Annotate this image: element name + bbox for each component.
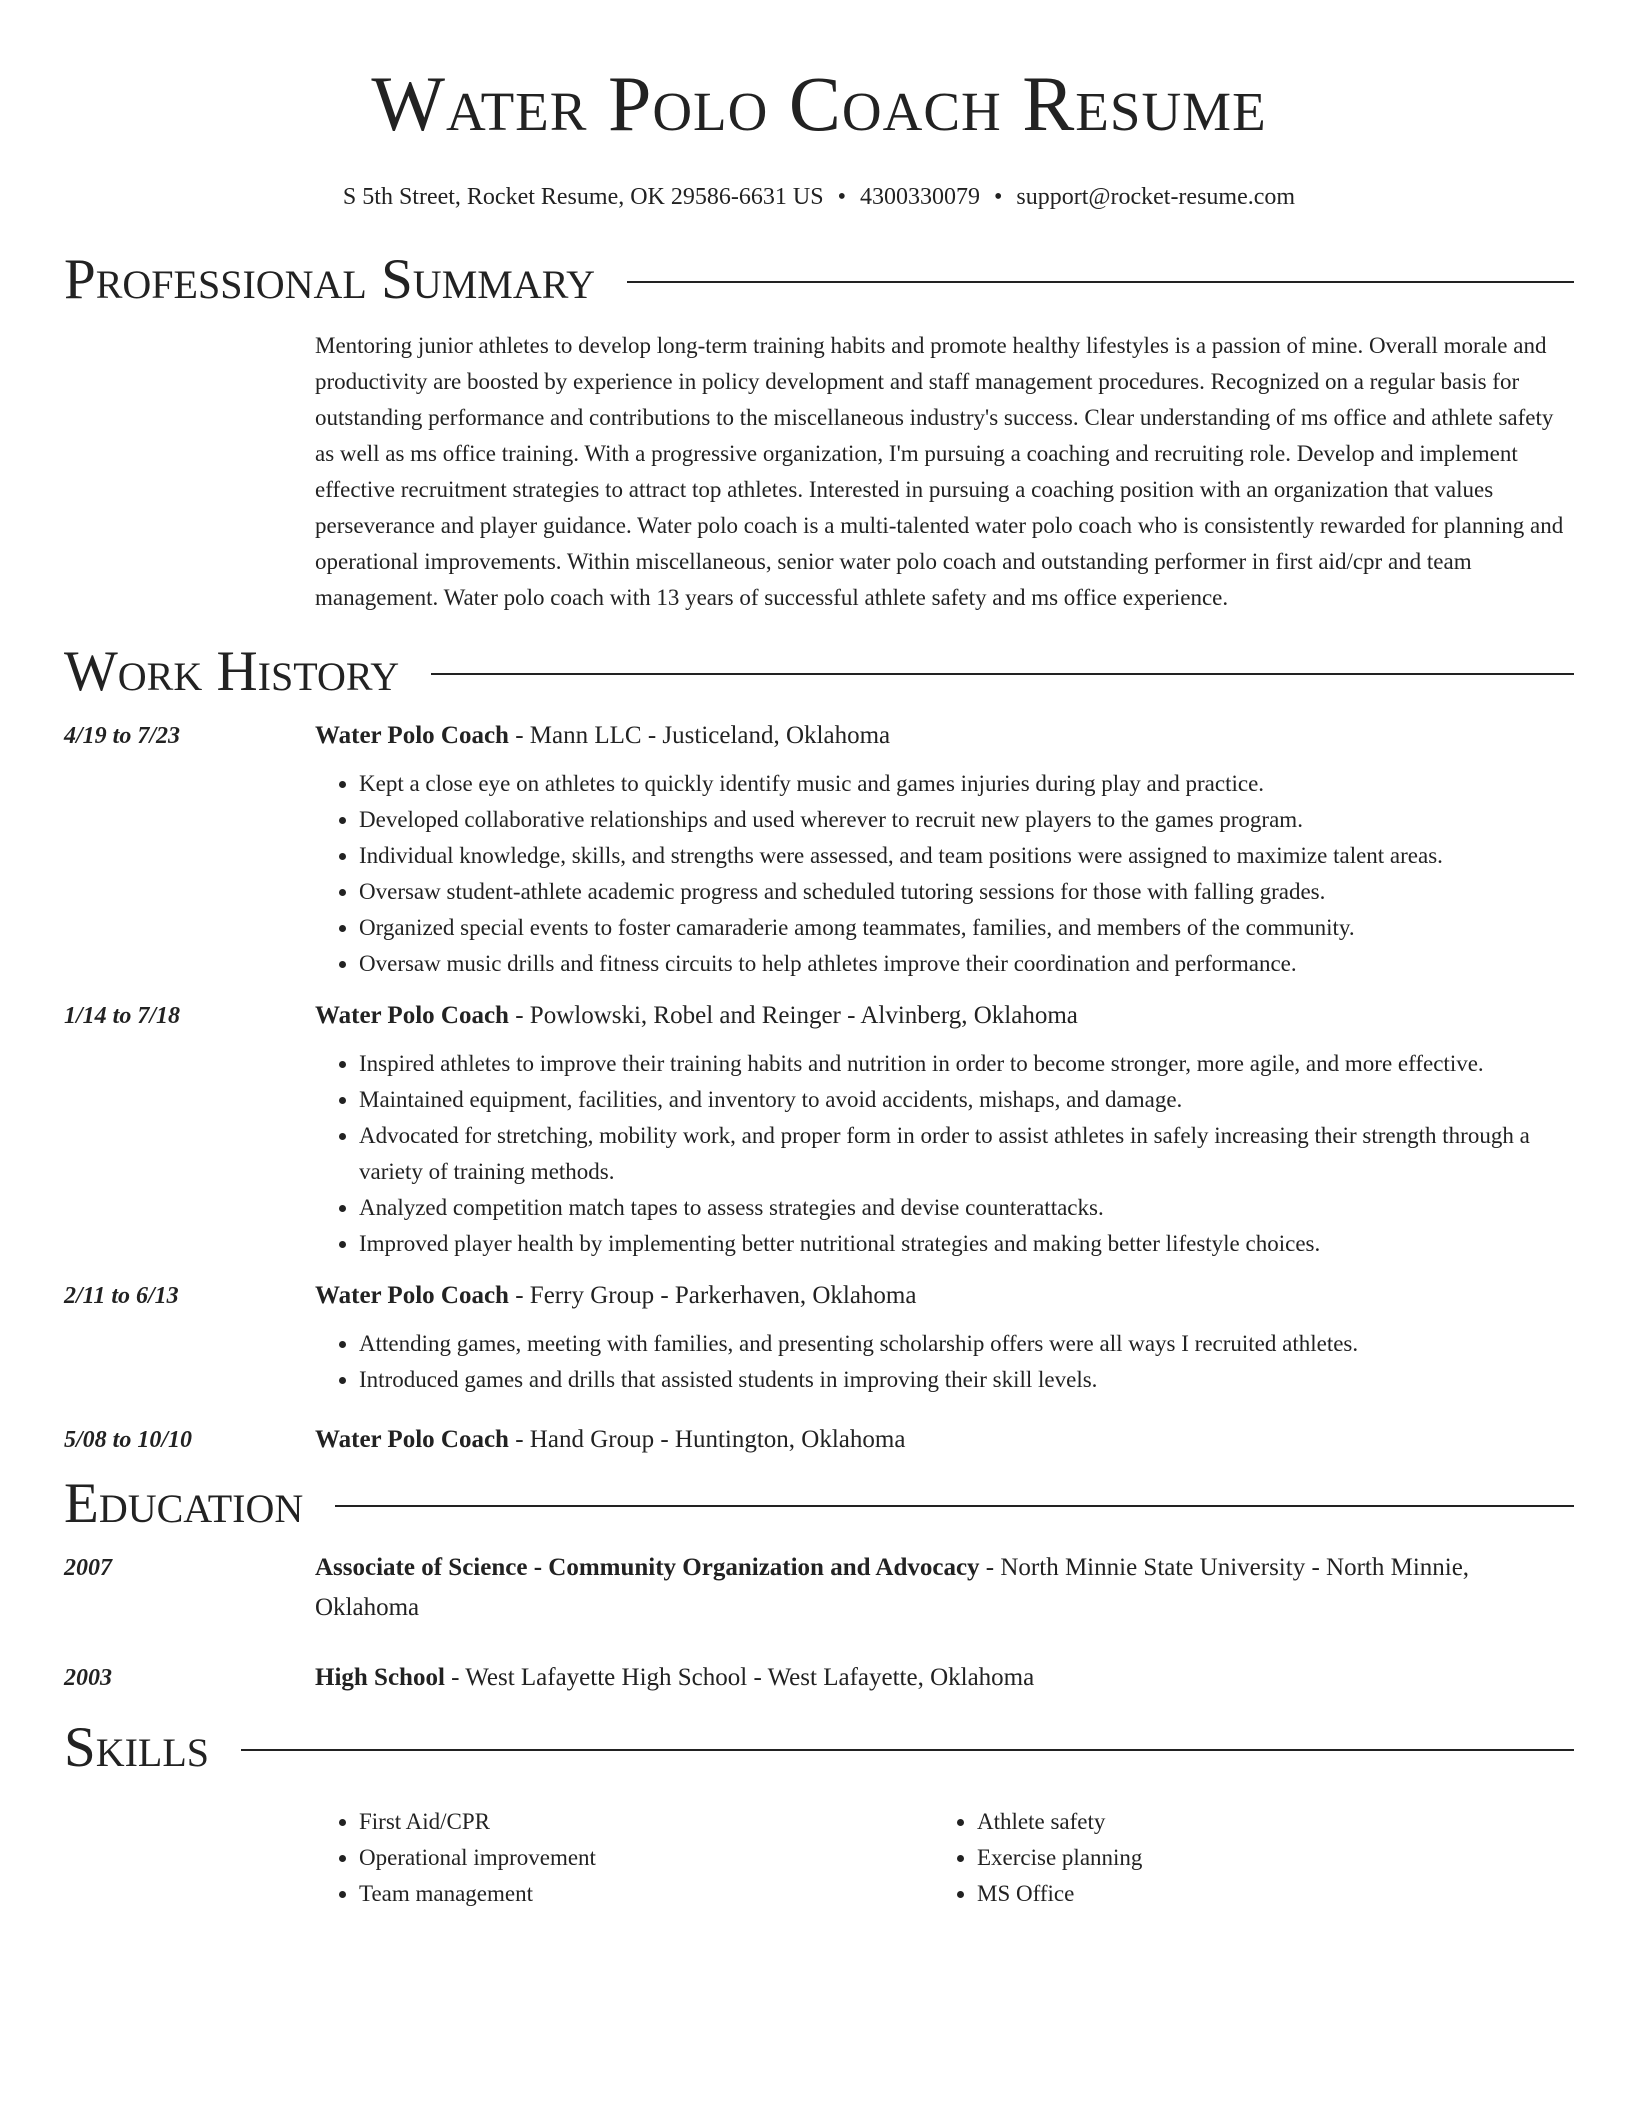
work-bullet: • Improved player health by implementing better nutritional strategies and making better lifestyle choices. xyxy=(359,1226,1574,1262)
job-title: Water Polo Coach xyxy=(315,1426,509,1453)
education-heading xyxy=(315,1548,1574,1628)
skill-item: • Team management xyxy=(359,1876,933,1912)
job-employer: - Powlowski, Robel and Reinger - Alvinberg, Oklahoma xyxy=(508,1002,1078,1029)
job-employer: - Hand Group - Huntington, Oklahoma xyxy=(508,1426,906,1453)
contact-separator: • xyxy=(993,184,1003,210)
section-title-work: Work History xyxy=(64,640,400,703)
work-bullet: • Analyzed competition match tapes to assess strategies and devise counterattacks. xyxy=(359,1190,1574,1226)
work-heading xyxy=(315,996,1574,1036)
work-entry xyxy=(64,996,1574,1262)
section-divider xyxy=(241,1749,1574,1751)
section-title-skills: Skills xyxy=(64,1716,210,1779)
work-bullet: • Introduced games and drills that assisted students in improving their skill levels. xyxy=(359,1362,1574,1398)
work-heading xyxy=(315,1420,1574,1460)
education-year: 2007 xyxy=(64,1555,112,1581)
work-bullet: • Developed collaborative relationships and used wherever to recruit new players to the games program. xyxy=(359,802,1574,838)
resume-page xyxy=(64,0,1574,1912)
section-title-education: Education xyxy=(64,1472,304,1535)
work-bullet: • Maintained equipment, facilities, and inventory to avoid accidents, mishaps, and damage. xyxy=(359,1082,1574,1118)
skill-item: • Operational improvement xyxy=(359,1840,933,1876)
work-bullets xyxy=(315,1046,1574,1262)
work-entry xyxy=(64,1276,1574,1398)
education-school: - West Lafayette High School - West Lafayette, Oklahoma xyxy=(444,1664,1035,1691)
contact-line xyxy=(64,182,1574,212)
section-divider xyxy=(335,1505,1574,1507)
skills-grid xyxy=(315,1804,1574,1912)
skill-item: • Exercise planning xyxy=(977,1840,1551,1876)
education-school: - North Minnie State University - North Minnie, Oklahoma xyxy=(315,1554,1470,1621)
section-header-work xyxy=(64,642,1574,702)
work-bullet: • Oversaw student-athlete academic progress and scheduled tutoring sessions for those with falling grades. xyxy=(359,874,1574,910)
education-entry xyxy=(64,1658,1574,1698)
work-heading xyxy=(315,716,1574,756)
education-degree: Associate of Science - Community Organization and Advocacy xyxy=(315,1554,980,1581)
work-bullet: • Inspired athletes to improve their training habits and nutrition in order to become stronger, more agile, and more effective. xyxy=(359,1046,1574,1082)
education-heading xyxy=(315,1658,1574,1698)
work-bullet: • Oversaw music drills and fitness circuits to help athletes improve their coordination and performance. xyxy=(359,946,1574,982)
contact-separator: • xyxy=(837,184,846,210)
section-divider xyxy=(431,673,1574,675)
education-year: 2003 xyxy=(64,1665,112,1691)
work-entry xyxy=(64,1420,1574,1460)
skills-list-right xyxy=(933,1804,1551,1912)
work-dates: 4/19 to 7/23 xyxy=(64,723,181,749)
job-title: Water Polo Coach xyxy=(315,722,509,749)
work-entry xyxy=(64,716,1574,982)
work-bullet: • Individual knowledge, skills, and strengths were assessed, and team positions were assigned to maximize talent areas. xyxy=(359,838,1574,874)
section-title-summary: Professional Summary xyxy=(64,248,596,311)
section-header-summary xyxy=(64,250,1574,310)
job-title: Water Polo Coach xyxy=(315,1002,509,1029)
job-employer: - Ferry Group - Parkerhaven, Oklahoma xyxy=(508,1282,917,1309)
skills-list-left xyxy=(315,1804,933,1912)
work-bullet: • Attending games, meeting with families, and presenting scholarship offers were all ways I recruited athletes. xyxy=(359,1326,1574,1362)
work-bullets xyxy=(315,1326,1574,1398)
job-employer: - Mann LLC - Justiceland, Oklahoma xyxy=(508,722,891,749)
section-header-education xyxy=(64,1474,1574,1534)
contact-email: support@rocket-resume.com xyxy=(1016,184,1296,210)
job-title: Water Polo Coach xyxy=(315,1282,509,1309)
work-dates: 1/14 to 7/18 xyxy=(64,1003,181,1029)
work-heading xyxy=(315,1276,1574,1316)
work-dates: 5/08 to 10/10 xyxy=(64,1427,193,1453)
work-bullets xyxy=(315,766,1574,982)
section-header-skills xyxy=(64,1718,1574,1778)
skill-item: • MS Office xyxy=(977,1876,1551,1912)
education-degree: High School xyxy=(315,1664,445,1691)
resume-title: Water Polo Coach Resume xyxy=(371,60,1267,147)
work-bullet: • Advocated for stretching, mobility work, and proper form in order to assist athletes in safely increasing their strength through a variety of training methods. xyxy=(359,1118,1574,1190)
skill-item: • First Aid/CPR xyxy=(359,1804,933,1840)
contact-phone: 4300330079 xyxy=(859,184,980,210)
contact-address: S 5th Street, Rocket Resume, OK 29586-6631 US xyxy=(342,184,824,210)
section-divider xyxy=(627,281,1574,283)
summary-paragraph: Mentoring junior athletes to develop long-term training habits and promote healthy lifestyles is a passion of mine. Overall morale and productivity are boosted by experience in policy development and staff management procedures. Recognized on a regular basis for outstanding performance and contributions to the miscellaneous industry's success. Clear understanding of ms office and athlete safety as well as ms office training. With a progressive organization, I'm pursuing a coaching and recruiting role. Develop and implement effective recruitment strategies to attract top athletes. Interested in pursuing a coaching position with an organization that values perseverance and player guidance. Water polo coach is a multi-talented water polo coach who is consistently rewarded for planning and operational improvements. Within miscellaneous, senior water polo coach and outstanding performer in first aid/cpr and team management. Water polo coach with 13 years of successful athlete safety and ms office experience. xyxy=(315,333,1564,610)
education-entry xyxy=(64,1548,1574,1628)
skill-item: • Athlete safety xyxy=(977,1804,1551,1840)
work-bullet: • Kept a close eye on athletes to quickly identify music and games injuries during play and practice. xyxy=(359,766,1574,802)
work-bullet: • Organized special events to foster camaraderie among teammates, families, and members of the community. xyxy=(359,910,1574,946)
work-dates: 2/11 to 6/13 xyxy=(64,1283,179,1309)
